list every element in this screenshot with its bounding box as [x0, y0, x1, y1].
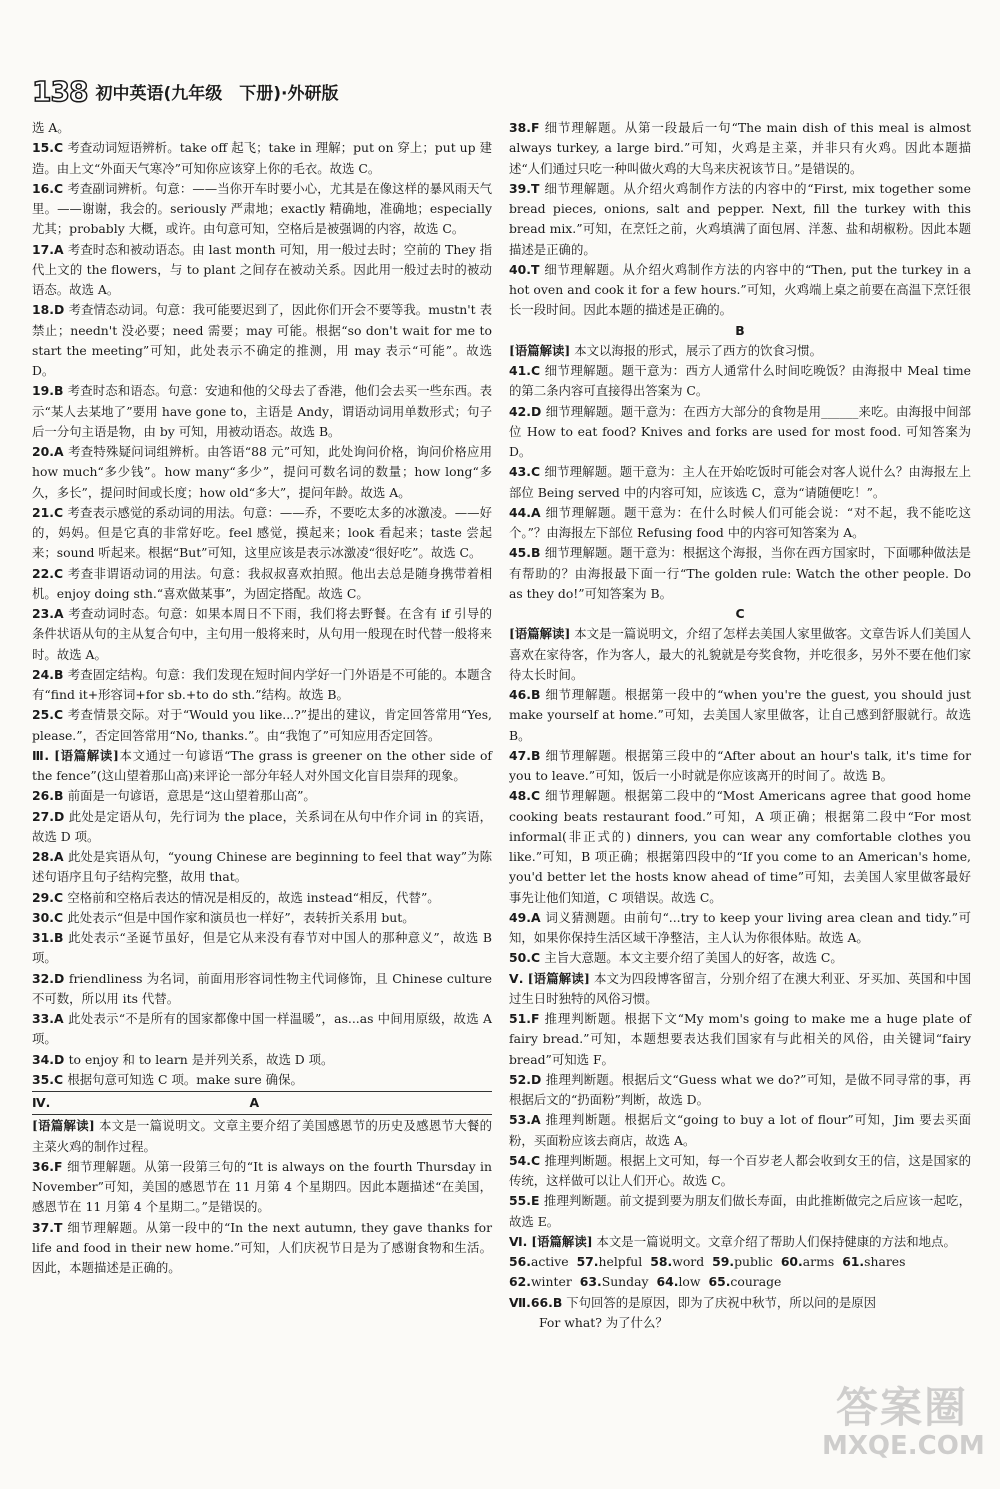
- answer-item: [32, 1050, 492, 1070]
- fill-answer-number: 64.: [656, 1274, 679, 1290]
- answer-text: 根据句意可知选 C 项。make sure 确保。: [67, 1071, 303, 1087]
- left-answer-list-2: [32, 1157, 492, 1279]
- answer-number: 32.D: [32, 970, 69, 986]
- answer-item: [32, 179, 492, 240]
- answer-number: 45.B: [509, 545, 545, 561]
- answer-item: [32, 888, 492, 908]
- right-column: [509, 118, 971, 1333]
- answer-text: 细节理解题。题干意为：在什么时候人们可能会说：“对不起，我不能吃这个。”？由海报左下部位 Refusing food 中的内容可知答案为 A。: [509, 504, 971, 540]
- fill-answer-number: 58.: [650, 1254, 673, 1269]
- answer-item: [32, 442, 492, 503]
- answer-number: 17.A: [32, 241, 68, 257]
- fill-answer-number: 62.: [509, 1274, 531, 1290]
- fill-answer: [712, 1254, 773, 1269]
- answer-item: [509, 543, 971, 604]
- answer-text: 考查时态和语态。句意：安迪和他的父母去了香港，他们会去买一些东西。表示“某人去某地了”要用 have gone to，主语是 Andy，谓语动词用单数形式；句子后一分句主语是物，由 by 可知，用被动语态。故选 B。: [32, 383, 492, 439]
- fill-answer: [781, 1254, 834, 1269]
- answer-number: 54.C: [509, 1152, 545, 1168]
- section-vii-answer: Ⅶ.66.B 下句回答的是原因，即为了庆祝中秋节，所以问的是原因: [509, 1294, 876, 1310]
- answer-number: 19.B: [32, 383, 68, 399]
- answer-text: 细节理解题。题干意为：根据这个海报，当你在西方国家时，下面哪种做法是有帮助的？由海报最下面一行“The golden rule: Watch the other people. Do as they do!”可知答案为 B。: [509, 545, 971, 601]
- fill-answer: [650, 1254, 704, 1269]
- answer-number: 51.F: [509, 1011, 545, 1026]
- answer-item: [32, 381, 492, 442]
- answer-text: 考查非谓语动词的用法。句意：我叔叔喜欢拍照。他出去总是随身携带着相机。enjoy doing sth.“喜欢做某事”，为固定搭配。故选 C。: [32, 565, 493, 601]
- answer-text: 本文通过一句谚语“The grass is greener on the other side of the fence”(这山望着那山高)来评论一部分年轻人对外国文化盲目崇拜的现象。: [32, 747, 493, 783]
- fill-answer-word: winter: [530, 1274, 572, 1290]
- answer-number: Ⅲ.: [32, 747, 55, 763]
- answer-number: 16.C: [32, 180, 68, 196]
- answer-number: 50.C: [509, 950, 545, 966]
- answer-number: 53.A: [509, 1112, 546, 1128]
- answer-text: 细节理解题。从第一段中的“In the next autumn, they gave thanks for life and food in their new home.”可知，人们庆祝节日是为了感谢食物和生活。因此，本题描述是正确的。: [32, 1219, 492, 1275]
- answer-text: 细节理解题。从介绍火鸡制作方法的内容中的“Then, put the turkey in a hot oven and cook it for a few hours.”可知，火鸡端上桌之前要在高温下烹饪很长一段时间。因此本题的描述是正确的。: [509, 261, 971, 318]
- page-header: [32, 74, 492, 108]
- answer-item: [32, 300, 492, 381]
- watermark-logo: [822, 1375, 985, 1467]
- answer-item: [509, 361, 971, 402]
- answer-item: [509, 1110, 971, 1151]
- fill-answer-word: public: [734, 1254, 773, 1269]
- answer-number: 27.D: [32, 808, 69, 824]
- answer-text: 细节理解题。题干意为：西方人通常什么时间吃晚饭？由海报中 Meal time 的第二条内容可直接得出答案为 C。: [509, 363, 971, 399]
- answer-item: [509, 1009, 971, 1070]
- fill-answer-number: 57.: [576, 1254, 599, 1269]
- answer-item: [509, 462, 971, 503]
- answer-number: 41.C: [509, 363, 545, 378]
- answer-text: 推理判断题。根据下文“My mom's going to make me a huge plate of fairy bread.”可知，本题想要表达我们国家有与此相关的风俗，由关键词“fairy bread”可知选 F。: [509, 1011, 971, 1067]
- answer-text: 考查情景交际。对于“Would you like...?”提出的建议，肯定回答常用“Yes, please.”，否定回答常用“No, thanks.”。由“我饱了”可知应用否定回答。: [32, 707, 492, 743]
- section-iv-reading: [语篇解读] 本文是一篇说明文。文章主要介绍了美国感恩节的历史及感恩节大餐的主菜火鸡的制作过程。: [32, 1118, 492, 1154]
- answer-item: [32, 604, 492, 665]
- fill-answer-word: active: [530, 1254, 569, 1269]
- fill-answer: [580, 1274, 649, 1289]
- answer-number: 47.B: [509, 747, 546, 763]
- answer-number: 36.F: [32, 1158, 68, 1174]
- fill-answer-word: shares: [864, 1254, 906, 1269]
- answer-number: 34.D: [32, 1051, 69, 1067]
- answer-item: [32, 138, 492, 179]
- answer-number: 31.B: [32, 930, 69, 945]
- answer-text: 前面是一句谚语，意思是“这山望着那山高”。: [67, 788, 316, 804]
- fill-answer-number: 59.: [712, 1254, 735, 1269]
- answer-item: [509, 179, 971, 260]
- answer-number: 40.T: [509, 261, 545, 277]
- answer-text: 空格前和空格后表达的情况是相反的，故选 instead“相反，代替”。: [67, 889, 440, 905]
- section-c-reading: [语篇解读] 本文是一篇说明文，介绍了怎样去美国人家里做客。文章告诉人们美国人喜欢在家待客，作为客人，最大的礼貌就是夸奖食物，并吃很多，另外不要在他们家待太长时间。: [509, 626, 971, 682]
- answer-text: 此处是宾语从句，“young Chinese are beginning to feel that way”为陈述句语序且句子结构完整，故用 that。: [32, 849, 492, 885]
- answer-number: 15.C: [32, 140, 68, 156]
- answer-item: [509, 503, 971, 544]
- answer-text: 此处表示“圣诞节虽好，但是它从来没有春节对中国人的那种意义”，故选 B 项。: [32, 930, 492, 966]
- answer-number: 52.D: [509, 1071, 546, 1087]
- answer-item: [509, 908, 971, 949]
- fill-answer: [577, 1254, 643, 1269]
- answer-item: [509, 786, 971, 908]
- answer-item: [32, 1218, 492, 1279]
- fill-answer-number: 61.: [842, 1254, 865, 1269]
- answer-number: 30.C: [32, 909, 68, 925]
- answer-number: 25.C: [32, 707, 68, 723]
- answer-item: [509, 260, 971, 321]
- answer-item: [32, 503, 492, 564]
- fill-answer-word: low: [678, 1274, 701, 1290]
- answer-text: 细节理解题。从介绍火鸡制作方法的内容中的“First, mix together some bread pieces, onions, salt and pepper. Next, fill the turkey with this bread mix.”可知，在烹饪之前，火鸡填满了面包屑、洋葱、盐和胡椒粉。因此本题描述是正确的。: [509, 180, 971, 257]
- answer-number: 48.C: [509, 788, 546, 804]
- answer-item: [32, 928, 492, 969]
- answer-item: [32, 564, 492, 605]
- fill-answer: [509, 1254, 569, 1269]
- answer-item: [32, 908, 492, 928]
- right-answer-list-b: [509, 361, 971, 604]
- answer-item: [32, 807, 492, 848]
- answer-text: 考查时态和被动语态。由 last month 可知，用一般过去时；空前的 They 指代上文的 the flowers，与 to plant 之间存在被动关系。因此用一般过去时的被动语态。故选 A。: [32, 241, 493, 297]
- answer-text: 细节理解题。从第一段最后一句“The main dish of this meal is almost always turkey, a large bird.”可知，火鸡是主菜，并非只有火鸡。因此本题描述“人们通过只吃一种叫做火鸡的大鸟来庆祝该节日。”是错误的。: [509, 120, 971, 176]
- answer-item: [509, 1191, 971, 1232]
- answer-item: [509, 402, 971, 463]
- page-number: 138: [32, 74, 88, 108]
- answer-item: [32, 240, 492, 301]
- answer-number: 39.T: [509, 180, 545, 196]
- answer-text: 考查动词短语辨析。take off 起飞；take in 理解；put on 穿上；put up 建造。由上文“外面天气寒冷”可知你应该穿上你的毛衣。故选 C。: [32, 140, 493, 176]
- watermark-main: 答案圈: [835, 1383, 968, 1432]
- fill-answer-number: 56.: [509, 1254, 531, 1269]
- answer-number: 26.B: [32, 788, 68, 804]
- answer-text: 推理判断题。根据后文“Guess what we do?”可知，是做不同寻常的事，再根据后文的“扔面粉”判断，故选 D。: [509, 1071, 971, 1107]
- answer-text: 细节理解题。根据第二段中的“Most Americans agree that good home cooking beats restaurant food.”可知，A 项正确；根据第二段中“For most informal(非正式的) dinners, you can wear any comfortable clothes you like.”可知，B 项正确；根据第四段中的“If you come to an American's home, you'd better let the hosts know ahead of time”可知，去美国人家里做客最好事先让他们知道，C 项错误。故选 C。: [509, 788, 972, 905]
- section-b-reading: [语篇解读] 本文以海报的形式，展示了西方的饮食习惯。: [509, 342, 823, 358]
- fill-answer-word: arms: [802, 1254, 835, 1269]
- section-iv-heading: Ⅳ. A: [32, 1095, 260, 1110]
- answer-number: 22.C: [32, 565, 68, 581]
- answer-text: 选 A。: [32, 120, 70, 135]
- answer-item: [32, 847, 492, 888]
- answer-number: 35.C: [32, 1071, 68, 1087]
- answer-number: 43.C: [509, 464, 545, 480]
- answer-text: to enjoy 和 to learn 是并列关系，故选 D 项。: [68, 1051, 334, 1067]
- right-answer-list: [509, 118, 971, 321]
- answer-item: [32, 705, 492, 746]
- answer-text: 此处表示“不是所有的国家都像中国一样温暖”，as...as 中间用原级，故选 A 项。: [32, 1011, 492, 1047]
- section-vii-line2: For what? 为了什么？: [539, 1314, 668, 1330]
- answer-number: 21.C: [32, 504, 68, 520]
- left-column: [32, 118, 492, 1278]
- answer-number: 49.A: [509, 909, 546, 925]
- fill-answer-word: word: [672, 1254, 705, 1269]
- left-answer-list: [32, 118, 492, 1090]
- answer-text: 推理判断题。根据后文“going to buy a lot of flour”可知，Jim 要去买面粉，买面粉应该去商店，故选 A。: [509, 1112, 971, 1148]
- right-answer-list-v: [509, 1009, 971, 1232]
- section-v-reading: Ⅴ. [语篇解读] 本文为四段博客留言，分别介绍了在澳大利亚、牙买加、英国和中国过生日时独特的风俗习惯。: [509, 970, 971, 1006]
- answer-item: [32, 665, 492, 706]
- answer-item: [32, 969, 492, 1010]
- answer-text: 推理判断题。根据上文可知，每一个百岁老人都会收到女王的信，这是国家的传统，这样做可以让人们开心。故选 C。: [509, 1152, 971, 1188]
- fill-answer-number: 65.: [708, 1274, 731, 1290]
- answer-number: 42.D: [509, 403, 546, 419]
- answer-text: 此处是定语从句，先行词为 the place，关系词在从句中作介词 in 的宾语，故选 D 项。: [32, 808, 492, 844]
- answer-text: 考查固定结构。句意：我们发现在短时间内学好一门外语是不可能的。本题含有“find it+形容词+for sb.+to do sth.”结构。故选 B。: [32, 666, 492, 702]
- answer-number: 33.A: [32, 1011, 69, 1026]
- fill-answer-number: 60.: [780, 1254, 803, 1269]
- section-divider: [32, 1114, 492, 1115]
- answer-text: 考查情态动词。句意：我可能要迟到了，因此你们开会不要等我。mustn't 表禁止；needn't 没必要；need 需要；may 可能。根据“so don't wait for me to start the meeting”可知，此处表示不确定的推测，用 may 表示“可能”。故选 D。: [32, 302, 492, 378]
- answer-number: 20.A: [32, 444, 69, 459]
- answer-item: [32, 1070, 492, 1090]
- answers-row-2: [509, 1272, 971, 1292]
- answer-item: [509, 685, 971, 746]
- section-c-heading: C: [735, 606, 745, 621]
- section-b-heading: B: [735, 322, 745, 338]
- section-vi-reading: Ⅵ. [语篇解读] 本文是一篇说明文。文章介绍了帮助人们保持健康的方法和地点。: [509, 1233, 956, 1249]
- answer-text: 考查动词时态。句意：如果本周日不下雨，我们将去野餐。在含有 if 引导的条件状语从句的主从复合句中，主句用一般将来时，从句用一般现在时代替一般将来时。故选 A。: [32, 606, 492, 662]
- fill-answer: [708, 1274, 781, 1289]
- answer-item: [509, 948, 971, 968]
- answer-number: 23.A: [32, 606, 69, 621]
- reading-tag: [语篇解读]: [54, 747, 119, 763]
- answer-text: 细节理解题。根据第一段中的“when you're the guest, you should just make yourself at home.”可知，去美国人家里做客，让自己感到舒服就行。故选 B。: [509, 687, 971, 743]
- answer-text: 细节理解题。根据第三段中的“After about an hour's talk, it's time for you to leave.”可知，饭后一小时就是你应该离开的时间了。故选 B。: [509, 747, 971, 783]
- fill-answer-number: 63.: [579, 1274, 602, 1290]
- answer-number: 28.A: [32, 849, 68, 864]
- section-divider: [32, 1091, 492, 1092]
- answer-text: 词义猜测题。由前句“...try to keep your living area clean and tidy.”可知，如果你保持生活区域干净整洁，主人认为你很体贴。故选 A。: [509, 909, 972, 945]
- answer-item: [32, 746, 492, 787]
- fill-answer-word: Sunday: [601, 1274, 649, 1290]
- fill-answer: [509, 1274, 572, 1289]
- fill-answer: [842, 1254, 905, 1269]
- answer-text: 此处表示“但是中国作家和演员也一样好”，表转折关系用 but。: [67, 909, 415, 925]
- answer-text: 考查表示感觉的系动词的用法。句意：——乔，不要吃太多的冰激凌。——好的，妈妈。但是它真的非常好吃。feel 感觉，摸起来；look 看起来；taste 尝起来；sound 听起来。根据“But”可知，这里应该是表示冰激凌“很好吃”。故选 C。: [32, 504, 493, 561]
- answer-text: 考查副词辨析。句意：——当你开车时要小心，尤其是在像这样的暴风雨天气里。——谢谢，我会的。seriously 严肃地；exactly 精确地，准确地；especially 尤其；probably 大概，或许。由句意可知，空格后是被强调的内容，故选 C。: [32, 180, 493, 237]
- answer-number: 44.A: [509, 504, 546, 520]
- answer-text: 细节理解题。题干意为：主人在开始吃饭时可能会对客人说什么？由海报左上部位 Being served 中的内容可知，应该选 C，意为“请随便吃！”。: [509, 464, 971, 500]
- answer-number: 37.T: [32, 1219, 68, 1235]
- answer-number: 46.B: [509, 687, 546, 702]
- fill-answer-word: helpful: [598, 1254, 643, 1269]
- watermark-sub: MXQE.COM: [822, 1431, 985, 1461]
- answer-text: 主旨大意题。本文主要介绍了美国人的好客，故选 C。: [544, 950, 843, 966]
- answer-item: [509, 746, 971, 787]
- answer-text: 细节理解题。从第一段第三句的“It is always on the fourth Thursday in November”可知，美国的感恩节在 11 月第 4 个星期四。因此本题描述“在美国，感恩节在 11 月第 4 个星期二。”是错误的。: [32, 1158, 492, 1215]
- right-answer-list-c: [509, 685, 971, 969]
- answer-item: [509, 1151, 971, 1192]
- answer-number: 55.E: [509, 1193, 544, 1209]
- answers-row-1: [509, 1252, 971, 1272]
- answer-text: 考查特殊疑问词组辨析。由答语“88 元”可知，此处询问价格，询问价格应用 how much“多少钱”。how many“多少”，提问可数名词的数量；how long“多久，多长”，提问时间或长度；how old“多大”，提问年龄。故选 A。: [32, 444, 493, 500]
- answer-item: [32, 118, 492, 138]
- answer-item: [509, 118, 971, 179]
- answer-item: [32, 1009, 492, 1050]
- book-title: 初中英语(九年级 下册)·外研版: [95, 83, 339, 104]
- answer-number: 18.D: [32, 302, 69, 318]
- answer-item: [509, 1070, 971, 1111]
- answer-item: [32, 1157, 492, 1218]
- answer-number: 38.F: [509, 120, 545, 135]
- answer-text: friendliness 为名词，前面用形容词性物主代词修饰，且 Chinese culture 不可数，所以用 its 代替。: [32, 970, 492, 1006]
- answer-item: [32, 786, 492, 806]
- fill-answer: [656, 1274, 700, 1289]
- answer-text: 细节理解题。题干意为：在西方大部分的食物是用______来吃。由海报中间部位 How to eat food? Knives and forks are used for most food. 可知答案为 D。: [509, 403, 971, 459]
- answer-text: 推理判断题。前文提到要为朋友们做长寿面，由此推断做完之后应该一起吃，故选 E。: [509, 1193, 971, 1229]
- answer-number: 29.C: [32, 889, 68, 905]
- fill-answer-word: courage: [730, 1274, 782, 1290]
- answer-number: 24.B: [32, 666, 68, 682]
